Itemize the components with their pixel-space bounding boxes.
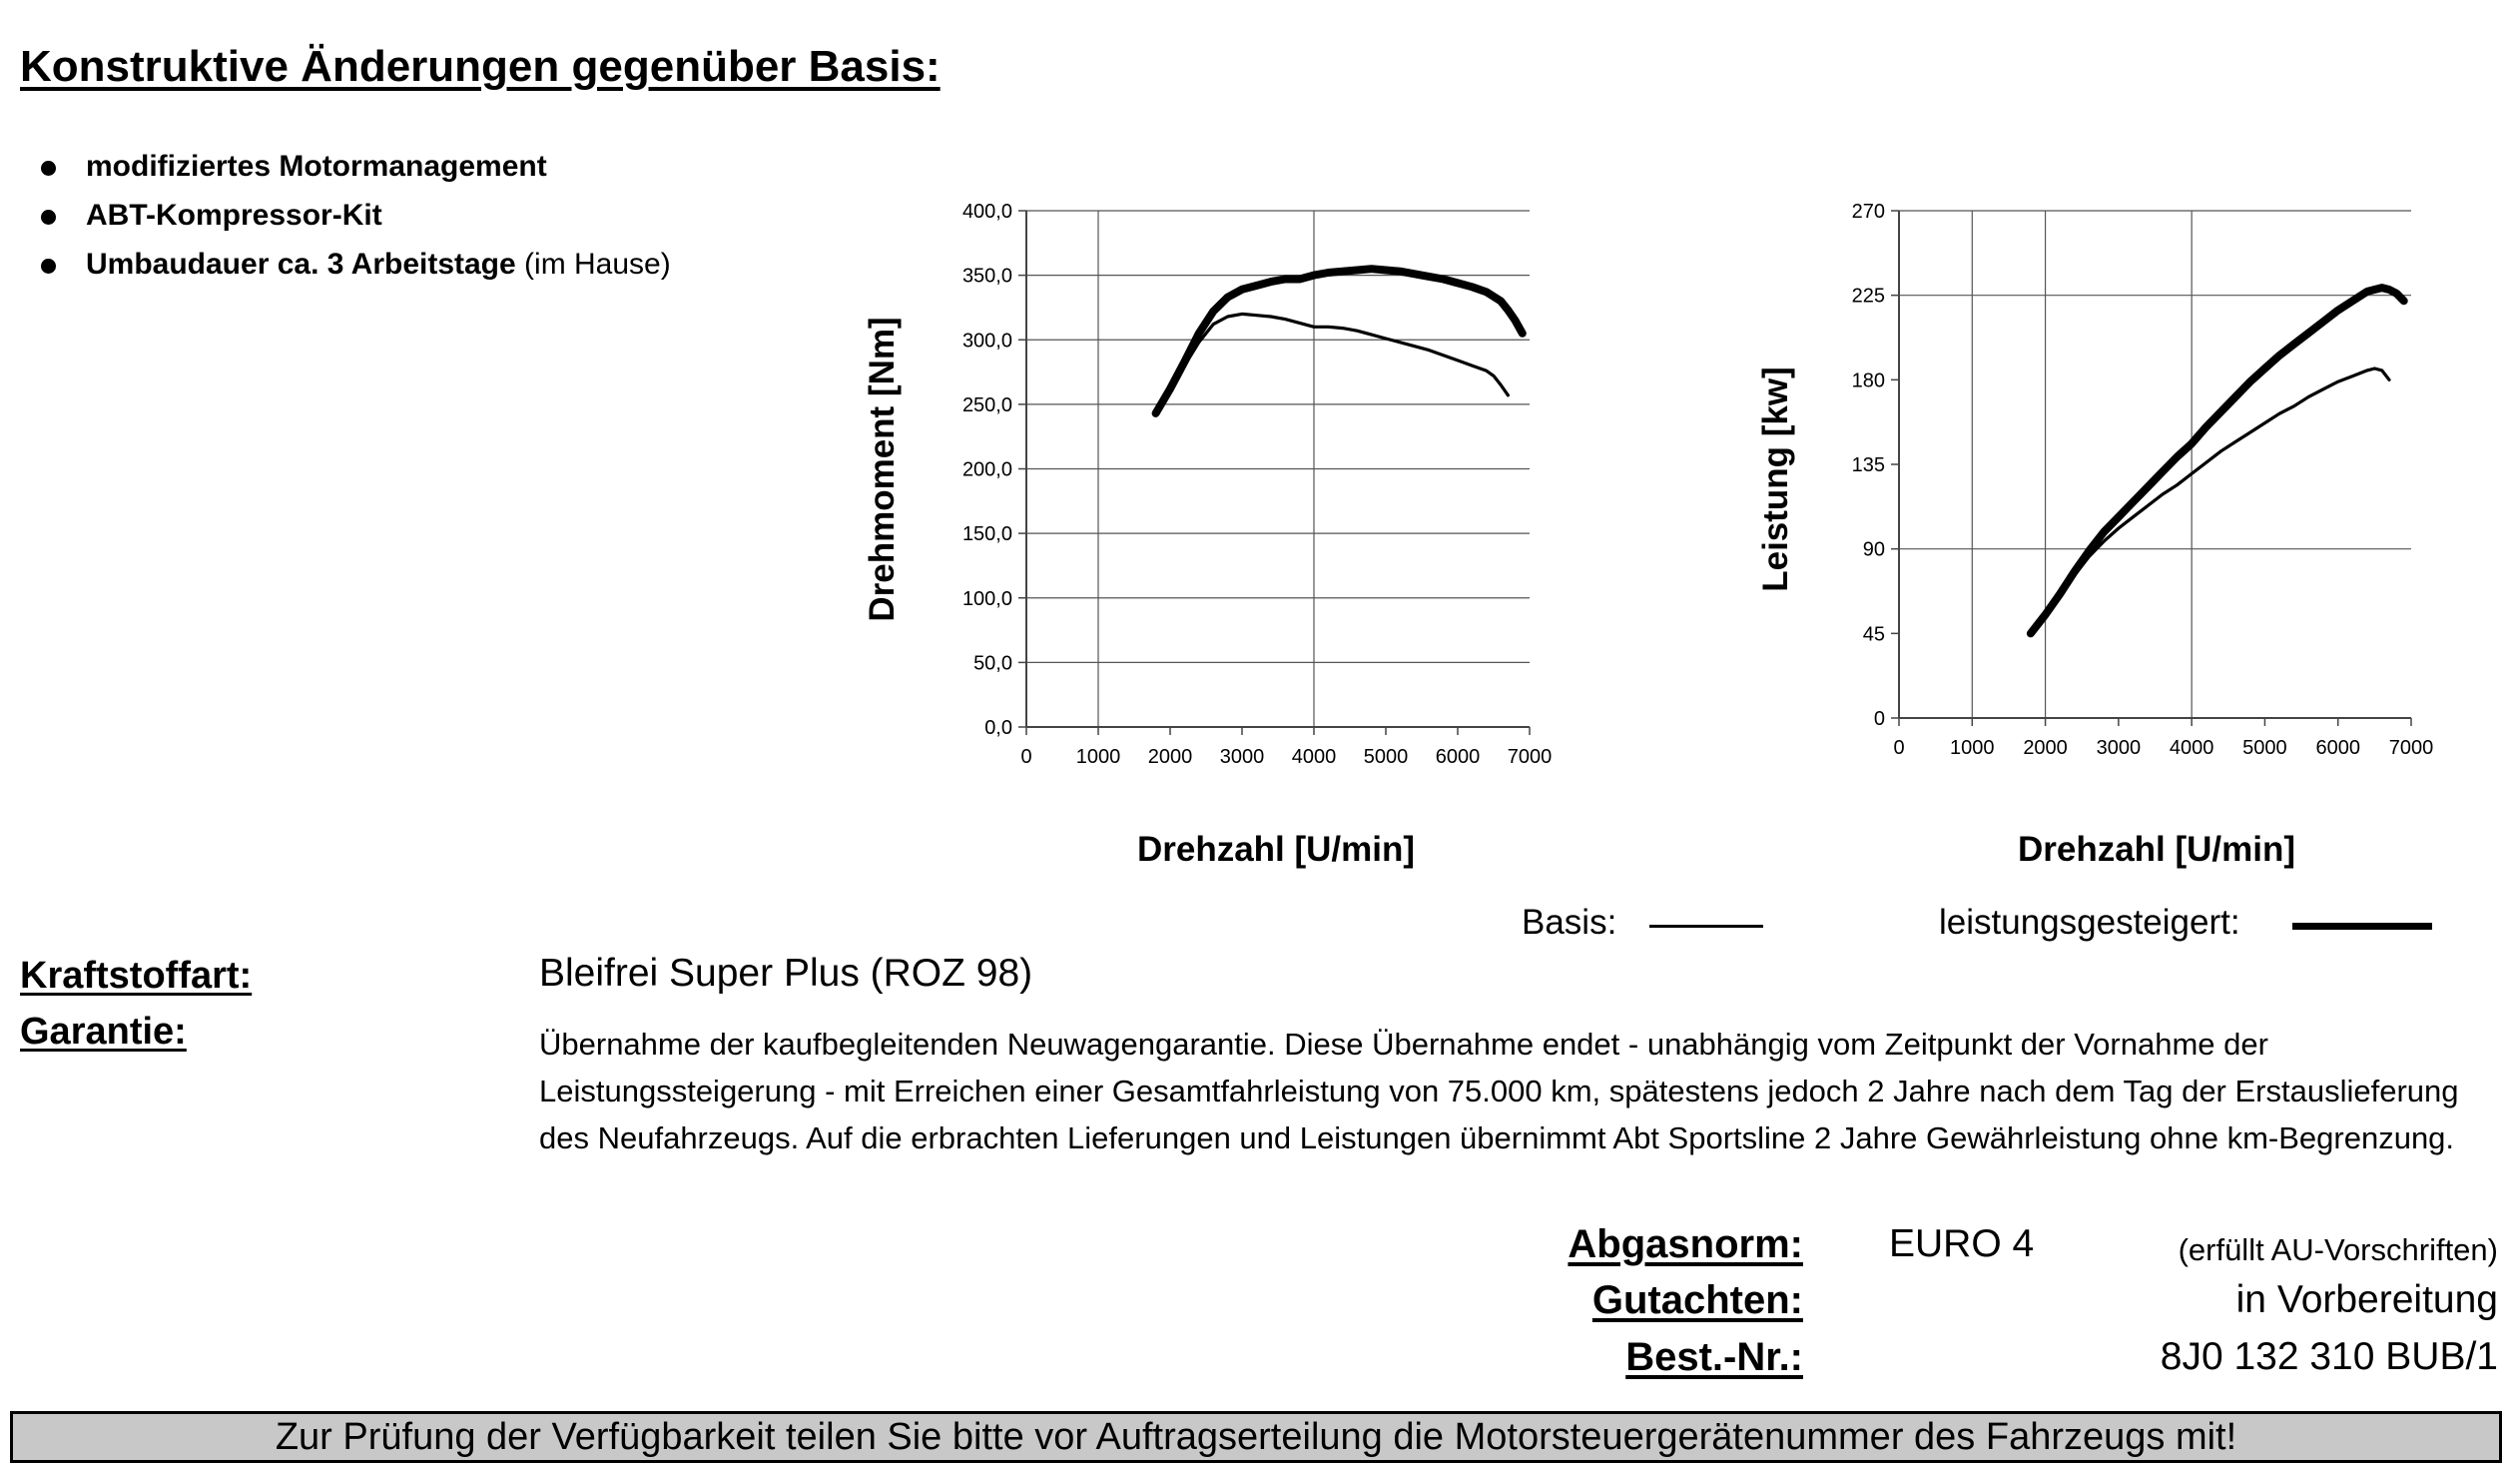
x-tick-label: 7000 [1507, 746, 1553, 768]
x-tick-label: 0 [1020, 746, 1032, 768]
emission-value: EURO 4 [1889, 1222, 2035, 1265]
y-tick-label: 0,0 [984, 717, 1012, 739]
report-label: Gutachten: [1591, 1278, 1803, 1322]
y-tick-label: 200,0 [961, 458, 1012, 481]
legend-tuned-line [2292, 923, 2432, 930]
footer-notice: Zur Prüfung der Verfügbarkeit teilen Sie bitte vor Auftragserteilung die Motorsteuergerätenummer des Fahrzeugs mit! [10, 1411, 2502, 1463]
y-axis-label: Leistung [kw] [1756, 366, 1795, 592]
y-tick-label: 100,0 [961, 587, 1012, 610]
legend-tuned-label: leistungsgesteigert: [1939, 903, 2240, 942]
y-tick-label: 300,0 [961, 330, 1012, 353]
x-tick-label: 7000 [2388, 737, 2434, 759]
y-tick-label: 45 [1862, 623, 1885, 646]
y-tick-label: 150,0 [961, 523, 1012, 546]
fuel-label: Kraftstoffart: [20, 955, 253, 997]
y-tick-label: 350,0 [961, 265, 1012, 288]
series-line-basis [2031, 368, 2389, 632]
order-number-label: Best.-Nr.: [1625, 1335, 1803, 1379]
list-item-note: (im Hause) [515, 248, 671, 281]
y-tick-label: 0 [1873, 708, 1885, 730]
warranty-label: Garantie: [20, 1011, 187, 1053]
order-number-value: 8J0 132 310 BUB/1 [2160, 1335, 2498, 1378]
fuel-value: Bleifrei Super Plus (ROZ 98) [539, 952, 1033, 995]
y-tick-label: 400,0 [961, 201, 1012, 223]
x-tick-label: 3000 [2096, 737, 2142, 759]
x-tick-label: 4000 [1291, 746, 1337, 768]
x-axis-label: Drehzahl [U/min] [1136, 830, 1416, 869]
x-tick-label: 6000 [1435, 746, 1481, 768]
warranty-text: Übernahme der kaufbegleitenden Neuwagengarantie. Diese Übernahme endet - unabhängig vom Zeitpunkt der Vornahme der Leistungssteigerung - mit Erreichen einer Gesamtfahrleistung von 75.000 km, spätestens jedoch 2 Jahre nach dem Tag der Erstauslieferung des Neufahrzeugs. Auf die erbrachten Lieferungen und Leistungen übernimmt Abt Sportsline 2 Jahre Gewährleistung ohne km-Begrenzung. [539, 1027, 2459, 1155]
x-tick-label: 5000 [1363, 746, 1409, 768]
legend-basis-line [1649, 925, 1763, 928]
x-tick-label: 4000 [2169, 737, 2214, 759]
x-tick-label: 3000 [1219, 746, 1265, 768]
list-item-bold: ABT-Kompressor-Kit [86, 199, 382, 232]
page-title: Konstruktive Änderungen gegenüber Basis: [20, 42, 941, 91]
x-tick-label: 1000 [1950, 737, 1995, 759]
y-tick-label: 90 [1862, 538, 1885, 561]
x-tick-label: 5000 [2242, 737, 2287, 759]
x-axis-label: Drehzahl [U/min] [2017, 830, 2296, 869]
y-tick-label: 225 [1851, 285, 1885, 308]
list-item-bold: Umbaudauer ca. 3 Arbeitstage [86, 248, 516, 281]
report-value: in Vorbereitung [2235, 1278, 2498, 1321]
emission-note: (erfüllt AU-Vorschriften) [2178, 1232, 2498, 1267]
series-line-tuned [2031, 288, 2404, 633]
y-tick-label: 180 [1851, 369, 1885, 392]
x-tick-label: 2000 [1147, 746, 1193, 768]
y-tick-label: 50,0 [973, 652, 1012, 675]
list-item-bold: modifiziertes Motormanagement [86, 150, 547, 183]
x-tick-label: 6000 [2315, 737, 2360, 759]
x-tick-label: 1000 [1075, 746, 1121, 768]
y-tick-label: 135 [1851, 454, 1885, 476]
x-tick-label: 0 [1893, 737, 1905, 759]
y-tick-label: 250,0 [961, 393, 1012, 416]
y-axis-label: Drehmoment [Nm] [863, 317, 902, 622]
x-tick-label: 2000 [2023, 737, 2068, 759]
emission-label: Abgasnorm: [1568, 1222, 1803, 1266]
legend-basis-label: Basis: [1522, 903, 1617, 942]
y-tick-label: 270 [1851, 201, 1885, 223]
